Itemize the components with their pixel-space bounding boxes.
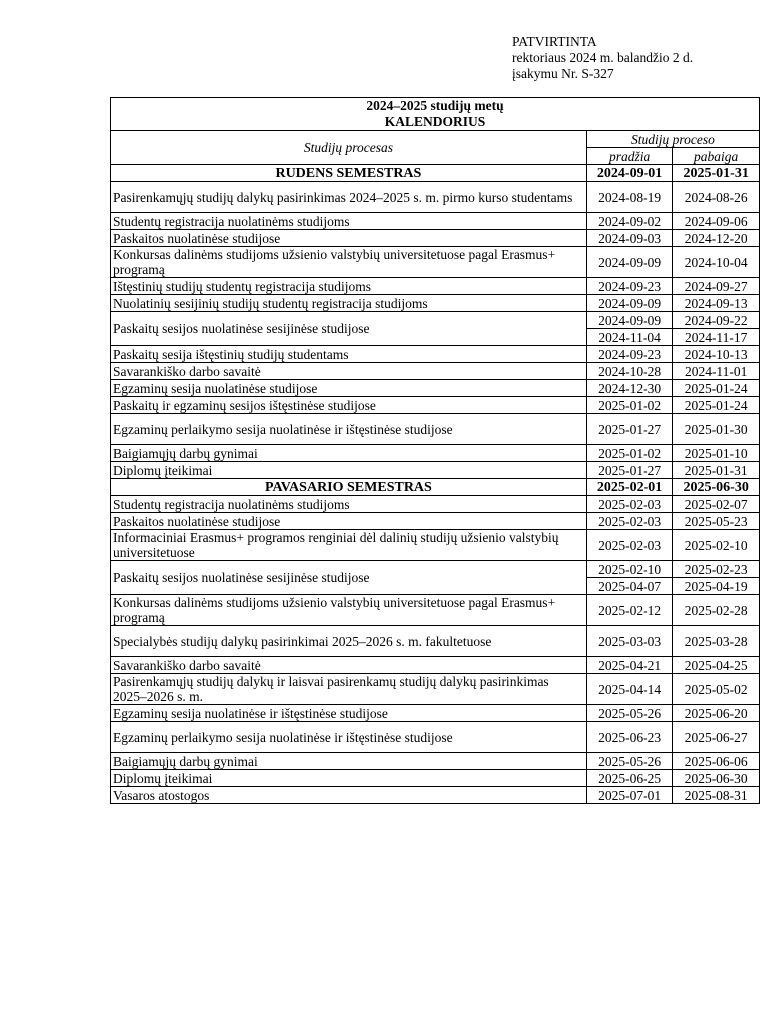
end-date-cell: 2024-09-13 xyxy=(673,295,760,312)
table-row xyxy=(111,462,760,479)
start-date-cell: 2025-05-26 xyxy=(586,705,673,722)
table-title-row xyxy=(111,98,760,131)
process-cell: Egzaminų perlaikymo sesija nuolatinėse ir ištęstinėse studijose xyxy=(111,414,587,445)
end-date-cell: 2024-09-22 xyxy=(673,312,760,329)
end-date-cell: 2025-06-06 xyxy=(673,753,760,770)
process-cell: Diplomų įteikimai xyxy=(111,462,587,479)
table-row xyxy=(111,346,760,363)
end-date-cell: 2025-01-10 xyxy=(673,445,760,462)
table-row xyxy=(111,247,760,278)
start-date-cell: 2025-05-26 xyxy=(586,753,673,770)
end-date-cell: 2025-06-27 xyxy=(673,722,760,753)
start-date-cell: 2025-07-01 xyxy=(586,787,673,804)
table-row xyxy=(111,626,760,657)
process-cell: Savarankiško darbo savaitė xyxy=(111,363,587,380)
start-date-cell: 2025-02-03 xyxy=(586,513,673,530)
process-cell: Diplomų įteikimai xyxy=(111,770,587,787)
start-date-cell: 2025-04-14 xyxy=(586,674,673,705)
table-title-cell xyxy=(111,98,760,131)
process-cell: Baigiamųjų darbų gynimai xyxy=(111,753,587,770)
start-date-cell: 2024-11-04 xyxy=(586,329,673,346)
semester-start: 2025-02-01 xyxy=(586,479,673,496)
semester-end: 2025-01-31 xyxy=(673,165,760,182)
process-cell: Egzaminų sesija nuolatinėse ir ištęstinėse studijose xyxy=(111,705,587,722)
semester-name: PAVASARIO SEMESTRAS xyxy=(111,479,587,496)
header-end: pabaiga xyxy=(673,148,760,165)
header-period: Studijų proceso xyxy=(586,131,759,148)
process-cell: Pasirenkamųjų studijų dalykų pasirinkimas 2024–2025 s. m. pirmo kurso studentams xyxy=(111,182,587,213)
start-date-cell: 2024-09-09 xyxy=(586,312,673,329)
end-date-cell: 2025-05-02 xyxy=(673,674,760,705)
table-row xyxy=(111,561,760,578)
start-date-cell: 2025-02-03 xyxy=(586,530,673,561)
start-date-cell: 2025-01-02 xyxy=(586,397,673,414)
semester-row xyxy=(111,479,760,496)
end-date-cell: 2025-04-25 xyxy=(673,657,760,674)
table-row xyxy=(111,722,760,753)
process-cell: Paskaitos nuolatinėse studijose xyxy=(111,230,587,247)
table-row xyxy=(111,770,760,787)
end-date-cell: 2025-02-07 xyxy=(673,496,760,513)
start-date-cell: 2025-02-03 xyxy=(586,496,673,513)
end-date-cell: 2024-11-01 xyxy=(673,363,760,380)
start-date-cell: 2024-09-23 xyxy=(586,346,673,363)
table-row xyxy=(111,312,760,329)
end-date-cell: 2024-11-17 xyxy=(673,329,760,346)
process-cell: Nuolatinių sesijinių studijų studentų registracija studijoms xyxy=(111,295,587,312)
start-date-cell: 2025-01-02 xyxy=(586,445,673,462)
end-date-cell: 2024-12-20 xyxy=(673,230,760,247)
start-date-cell: 2025-04-07 xyxy=(586,578,673,595)
process-cell: Paskaitų sesijos nuolatinėse sesijinėse studijose xyxy=(111,561,587,595)
process-cell: Egzaminų sesija nuolatinėse studijose xyxy=(111,380,587,397)
table-row xyxy=(111,363,760,380)
process-cell: Baigiamųjų darbų gynimai xyxy=(111,445,587,462)
end-date-cell: 2025-04-19 xyxy=(673,578,760,595)
start-date-cell: 2024-09-23 xyxy=(586,278,673,295)
start-date-cell: 2025-06-23 xyxy=(586,722,673,753)
end-date-cell: 2025-01-31 xyxy=(673,462,760,479)
process-cell: Paskaitų sesijos nuolatinėse sesijinėse studijose xyxy=(111,312,587,346)
calendar-table xyxy=(110,97,760,804)
process-cell: Paskaitos nuolatinėse studijose xyxy=(111,513,587,530)
process-cell: Savarankiško darbo savaitė xyxy=(111,657,587,674)
start-date-cell: 2025-06-25 xyxy=(586,770,673,787)
table-row xyxy=(111,513,760,530)
process-cell: Ištęstinių studijų studentų registracija studijoms xyxy=(111,278,587,295)
end-date-cell: 2025-01-24 xyxy=(673,380,760,397)
table-row xyxy=(111,787,760,804)
end-date-cell: 2024-10-13 xyxy=(673,346,760,363)
end-date-cell: 2025-02-23 xyxy=(673,561,760,578)
start-date-cell: 2024-12-30 xyxy=(586,380,673,397)
table-row xyxy=(111,705,760,722)
table-row xyxy=(111,397,760,414)
header-process: Studijų procesas xyxy=(111,131,587,165)
table-row xyxy=(111,278,760,295)
process-cell: Konkursas dalinėms studijoms užsienio valstybių universitetuose pagal Erasmus+ programą xyxy=(111,595,587,626)
table-row xyxy=(111,657,760,674)
table-row xyxy=(111,445,760,462)
semester-row xyxy=(111,165,760,182)
semester-start: 2024-09-01 xyxy=(586,165,673,182)
table-row xyxy=(111,414,760,445)
end-date-cell: 2025-02-10 xyxy=(673,530,760,561)
semester-end: 2025-06-30 xyxy=(673,479,760,496)
table-row xyxy=(111,595,760,626)
start-date-cell: 2024-09-09 xyxy=(586,295,673,312)
process-cell: Egzaminų perlaikymo sesija nuolatinėse ir ištęstinėse studijose xyxy=(111,722,587,753)
table-row xyxy=(111,380,760,397)
end-date-cell: 2025-08-31 xyxy=(673,787,760,804)
approval-block xyxy=(512,34,693,82)
end-date-cell: 2025-06-20 xyxy=(673,705,760,722)
approval-order-number: įsakymu Nr. S-327 xyxy=(512,66,614,81)
table-row xyxy=(111,496,760,513)
table-row xyxy=(111,182,760,213)
start-date-cell: 2025-04-21 xyxy=(586,657,673,674)
end-date-cell: 2024-10-04 xyxy=(673,247,760,278)
end-date-cell: 2024-09-06 xyxy=(673,213,760,230)
table-row xyxy=(111,530,760,561)
table-row xyxy=(111,213,760,230)
end-date-cell: 2025-06-30 xyxy=(673,770,760,787)
process-cell: Vasaros atostogos xyxy=(111,787,587,804)
start-date-cell: 2024-08-19 xyxy=(586,182,673,213)
approval-date: rektoriaus 2024 m. balandžio 2 d. xyxy=(512,50,694,65)
process-cell: Paskaitų ir egzaminų sesijos ištęstinėse studijose xyxy=(111,397,587,414)
semester-name: RUDENS SEMESTRAS xyxy=(111,165,587,182)
table-row xyxy=(111,230,760,247)
table-title: 2024–2025 studijų metų xyxy=(366,98,504,113)
header-start: pradžia xyxy=(586,148,673,165)
start-date-cell: 2025-02-10 xyxy=(586,561,673,578)
start-date-cell: 2024-10-28 xyxy=(586,363,673,380)
process-cell: Konkursas dalinėms studijoms užsienio valstybių universitetuose pagal Erasmus+ programą xyxy=(111,247,587,278)
end-date-cell: 2025-01-30 xyxy=(673,414,760,445)
table-row xyxy=(111,674,760,705)
start-date-cell: 2024-09-02 xyxy=(586,213,673,230)
approval-title: PATVIRTINTA xyxy=(512,34,597,49)
table-subtitle: KALENDORIUS xyxy=(384,114,486,129)
end-date-cell: 2024-09-27 xyxy=(673,278,760,295)
start-date-cell: 2024-09-09 xyxy=(586,247,673,278)
process-cell: Specialybės studijų dalykų pasirinkimai 2025–2026 s. m. fakultetuose xyxy=(111,626,587,657)
process-cell: Pasirenkamųjų studijų dalykų ir laisvai pasirenkamų studijų dalykų pasirinkimas 2025–2026 s. m. xyxy=(111,674,587,705)
process-cell: Informaciniai Erasmus+ programos renginiai dėl dalinių studijų užsienio valstybių universitetuose xyxy=(111,530,587,561)
start-date-cell: 2025-01-27 xyxy=(586,414,673,445)
start-date-cell: 2025-03-03 xyxy=(586,626,673,657)
start-date-cell: 2025-02-12 xyxy=(586,595,673,626)
end-date-cell: 2025-01-24 xyxy=(673,397,760,414)
table-row xyxy=(111,753,760,770)
end-date-cell: 2024-08-26 xyxy=(673,182,760,213)
process-cell: Studentų registracija nuolatinėms studijoms xyxy=(111,496,587,513)
start-date-cell: 2024-09-03 xyxy=(586,230,673,247)
end-date-cell: 2025-02-28 xyxy=(673,595,760,626)
table-row xyxy=(111,295,760,312)
end-date-cell: 2025-03-28 xyxy=(673,626,760,657)
end-date-cell: 2025-05-23 xyxy=(673,513,760,530)
process-cell: Studentų registracija nuolatinėms studijoms xyxy=(111,213,587,230)
header-row xyxy=(111,131,760,148)
process-cell: Paskaitų sesija ištęstinių studijų studentams xyxy=(111,346,587,363)
start-date-cell: 2025-01-27 xyxy=(586,462,673,479)
